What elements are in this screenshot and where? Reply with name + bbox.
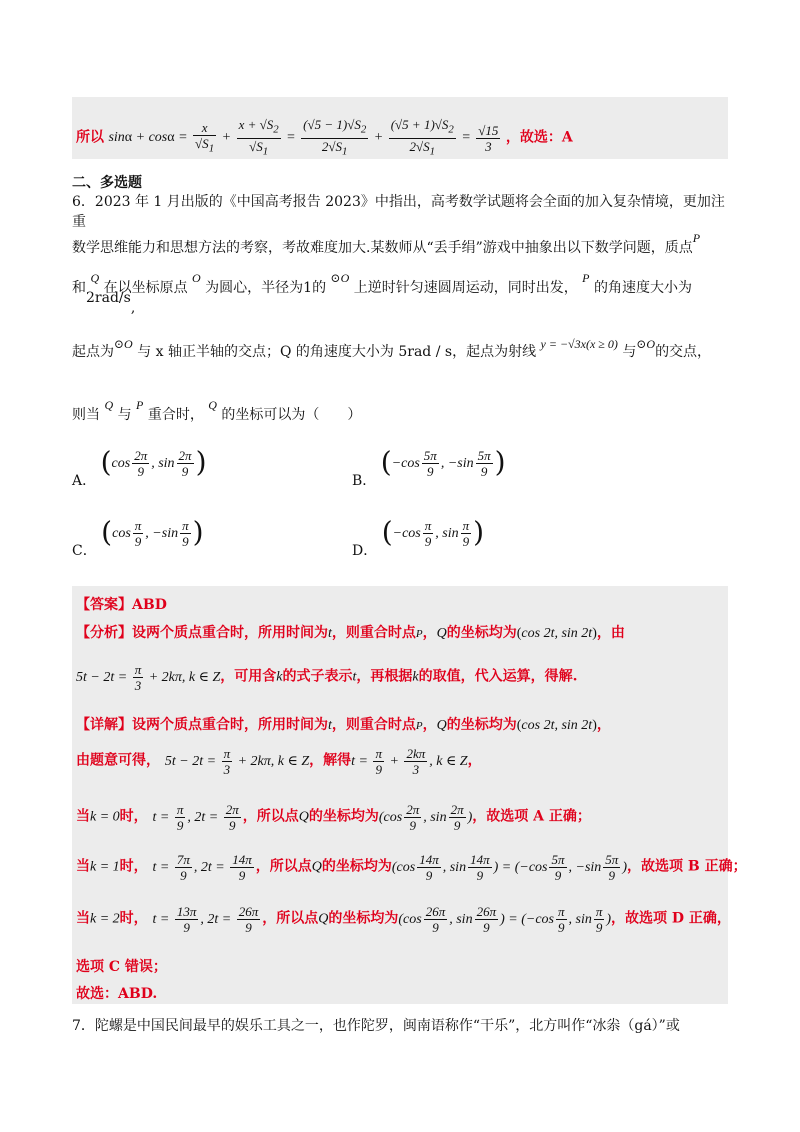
case-k1: 当k = 1时， t = $\frac{7\pi}{9}$ , 2t = $\frac{14\pi}{9}$ ，所以点Q的坐标均为(cos $\frac{14\pi}{9}$ , sin $\frac{14\pi}{9}$ ) = (−cos $\frac{5\pi}{9}$ , −sin $\frac{5\pi}{9}$ )，故选项 B 正确； <box>76 852 747 883</box>
analysis2-b: 的式子表示 <box>282 668 353 685</box>
k1-c: ，所以点 <box>255 858 312 875</box>
k2-a: 当 <box>76 910 90 927</box>
option-d[interactable]: D． (−cos $\frac{\pi}{9}$ , sin $\frac{\pi}{9}$ ) <box>352 515 485 559</box>
k0-d: 的坐标均为 <box>308 808 379 825</box>
option-c[interactable]: C． (cos $\frac{\pi}{9}$ , −sin $\frac{\pi}{9}$ ) <box>72 515 204 559</box>
analysis-a: 【分析】设两个质点重合时，所用时间为 <box>76 625 328 641</box>
q6-line4-a: 起点为 <box>72 344 114 360</box>
q6-line3-d: 的 <box>312 280 327 296</box>
d2-b: ，解得 <box>309 752 352 769</box>
option-b-label: B． <box>352 472 377 489</box>
d2-a: 由题意可得， <box>76 752 160 769</box>
q6-line5-d: 的坐标可以为（ ） <box>221 407 362 423</box>
k0-c: ，所以点 <box>242 808 299 825</box>
q6-line2-text: 数学思维能力和思想方法的考察，考故难度加大.某数师从“丢手绢”游戏中抽象出以下数学问题，质点 <box>72 240 693 256</box>
angular-speed-p: 2rad/s <box>86 290 131 306</box>
k1-a: 当 <box>76 858 90 875</box>
k1-e: ，故选项 B 正确； <box>626 858 747 875</box>
q6-line2: 数学思维能力和思想方法的考察，考故难度加大.某数师从“丢手绢”游戏中抽象出以下数学问题，质点P <box>72 231 701 256</box>
option-a[interactable]: A． (cos $\frac{2\pi}{9}$ , sin $\frac{2\pi}{9}$ ) <box>72 445 207 489</box>
section-title: 二、多选题 <box>72 175 142 191</box>
analysis-line: 【分析】设两个质点重合时，所用时间为t，则重合时点P，Q的坐标均为(cos 2t, sin 2t)，由 <box>76 625 625 641</box>
analysis2-a: ，可用含 <box>220 668 277 685</box>
wrong-option-line: 选项 C 错误； <box>76 959 167 975</box>
final-answer-line: 故选：ABD. <box>76 986 158 1002</box>
solution-box-q5 <box>72 97 728 159</box>
k0-a: 当 <box>76 808 90 825</box>
suffix-text: ，故选：A <box>505 129 573 146</box>
solution-box-q6 <box>72 586 747 1004</box>
q6-line5: 则当 Q 与 P 重合时， Q 的坐标可以为（ ） <box>72 398 362 423</box>
k2-e: ，故选项 D 正确， <box>611 910 731 927</box>
detail-b: ，则重合时点 <box>331 717 416 733</box>
answer-line: 【答案】ABD <box>76 597 167 613</box>
detail-c: 的坐标均为 <box>446 717 517 733</box>
k1-b: 时， <box>119 858 148 875</box>
option-c-label: C． <box>72 542 97 559</box>
q6-line3-e: 上逆时针匀速圆周运动，同时出发， <box>353 280 578 296</box>
analysis-d: ，由 <box>596 625 625 641</box>
q6-line5-a: 则当 <box>72 407 100 423</box>
k0-b: 时， <box>119 808 148 825</box>
analysis-c: 的坐标均为 <box>446 625 517 641</box>
q6-line4-c: 与 <box>622 344 637 360</box>
analysis2-c: ，再根据 <box>356 668 413 685</box>
detail-line: 【详解】设两个质点重合时，所用时间为t，则重合时点P，Q的坐标均为(cos 2t, sin 2t)， <box>76 717 611 733</box>
option-b[interactable]: B． (−cos $\frac{5\pi}{9}$ , −sin $\frac{5\pi}{9}$ ) <box>352 445 506 489</box>
option-d-label: D． <box>352 542 378 559</box>
k1-d: 的坐标均为 <box>321 858 392 875</box>
detail-line2: 由题意可得， 5t − 2t = $\frac{\pi}{3}$ + 2kπ, k ∈ Z，解得t = $\frac{\pi}{9}$ + $\frac{2k\pi}{3}$ , k ∈ Z， <box>76 746 482 777</box>
analysis2-d: 的取值，代入运算，得解. <box>418 668 578 685</box>
q6-line5-c: 重合时， <box>147 407 204 423</box>
q6-line4-b: 与 x 轴正半轴的交点；Q 的角速度大小为 5rad / s，起点为射线 <box>137 344 537 360</box>
k2-c: ，所以点 <box>262 910 319 927</box>
q7-line1: 7．陀螺是中国民间最早的娱乐工具之一，也作陀罗，闽南语称作“干乐”，北方叫作“冰尜（gá）”或 <box>72 1018 680 1034</box>
q6-line3-f: 的角速度大小为 <box>593 280 692 296</box>
analysis-b: ，则重合时点 <box>331 625 416 641</box>
k0-e: ，故选项 A 正确； <box>472 808 591 825</box>
q6-line3-c: 为圆心，半径为 <box>205 280 304 296</box>
formula: sinα + cosα = $\frac{x}{√S_1}$ + $\frac{x + √S_2}{√S_1}$ = $\frac{(√5 - 1)√S_2}{2√S_1}$ + $\frac{(√5 + 1)√S_2}{2√S_1}$ = $\frac{√15}{3}$ <box>108 117 499 158</box>
case-k2: 当k = 2时， t = $\frac{13\pi}{9}$ , 2t = $\frac{26\pi}{9}$ ，所以点Q的坐标均为(cos $\frac{26\pi}{9}$ , sin $\frac{26\pi}{9}$ ) = (−cos $\frac{\pi}{9}$ , sin $\frac{\pi}{9}$ )，故选项 D 正确， <box>76 904 731 935</box>
analysis-line2: 5t − 2t = $\frac{\pi}{3}$ + 2kπ, k ∈ Z，可用含k的式子表示t，再根据k的取值，代入运算，得解. <box>76 662 578 693</box>
q6-line3-b: 在以坐标原点 <box>103 280 188 296</box>
k2-b: 时， <box>119 910 148 927</box>
q6-line1: 6．2023 年 1 月出版的《中国高考报告 2023》中指出，高考数学试题将会全面的加入复杂情境，更加注重 <box>72 194 725 230</box>
option-a-label: A． <box>72 472 97 489</box>
q6-line3-a: 和 <box>72 280 86 296</box>
detail-a: 【详解】设两个质点重合时，所用时间为 <box>76 717 328 733</box>
k2-d: 的坐标均为 <box>328 910 399 927</box>
q6-line5-b: 与 <box>117 407 132 423</box>
q6-line3: 和 Q 在以坐标原点 O 为圆心，半径为1的 ⊙O 上逆时针匀速圆周运动，同时出发， P 的角速度大小为 2rad/s, <box>72 271 692 316</box>
q6-line4: 起点为⊙O 与 x 轴正半轴的交点；Q 的角速度大小为 5rad / s，起点为射线 y = −√3x(x ≥ 0) 与⊙O的交点， <box>72 337 712 360</box>
prefix-text: 所以 <box>76 129 104 146</box>
q6-line4-d: 的交点， <box>655 344 712 360</box>
case-k0: 当k = 0时， t = $\frac{\pi}{9}$ , 2t = $\frac{2\pi}{9}$ ，所以点Q的坐标均为(cos $\frac{2\pi}{9}$ , sin $\frac{2\pi}{9}$ )，故选项 A 正确； <box>76 802 591 833</box>
